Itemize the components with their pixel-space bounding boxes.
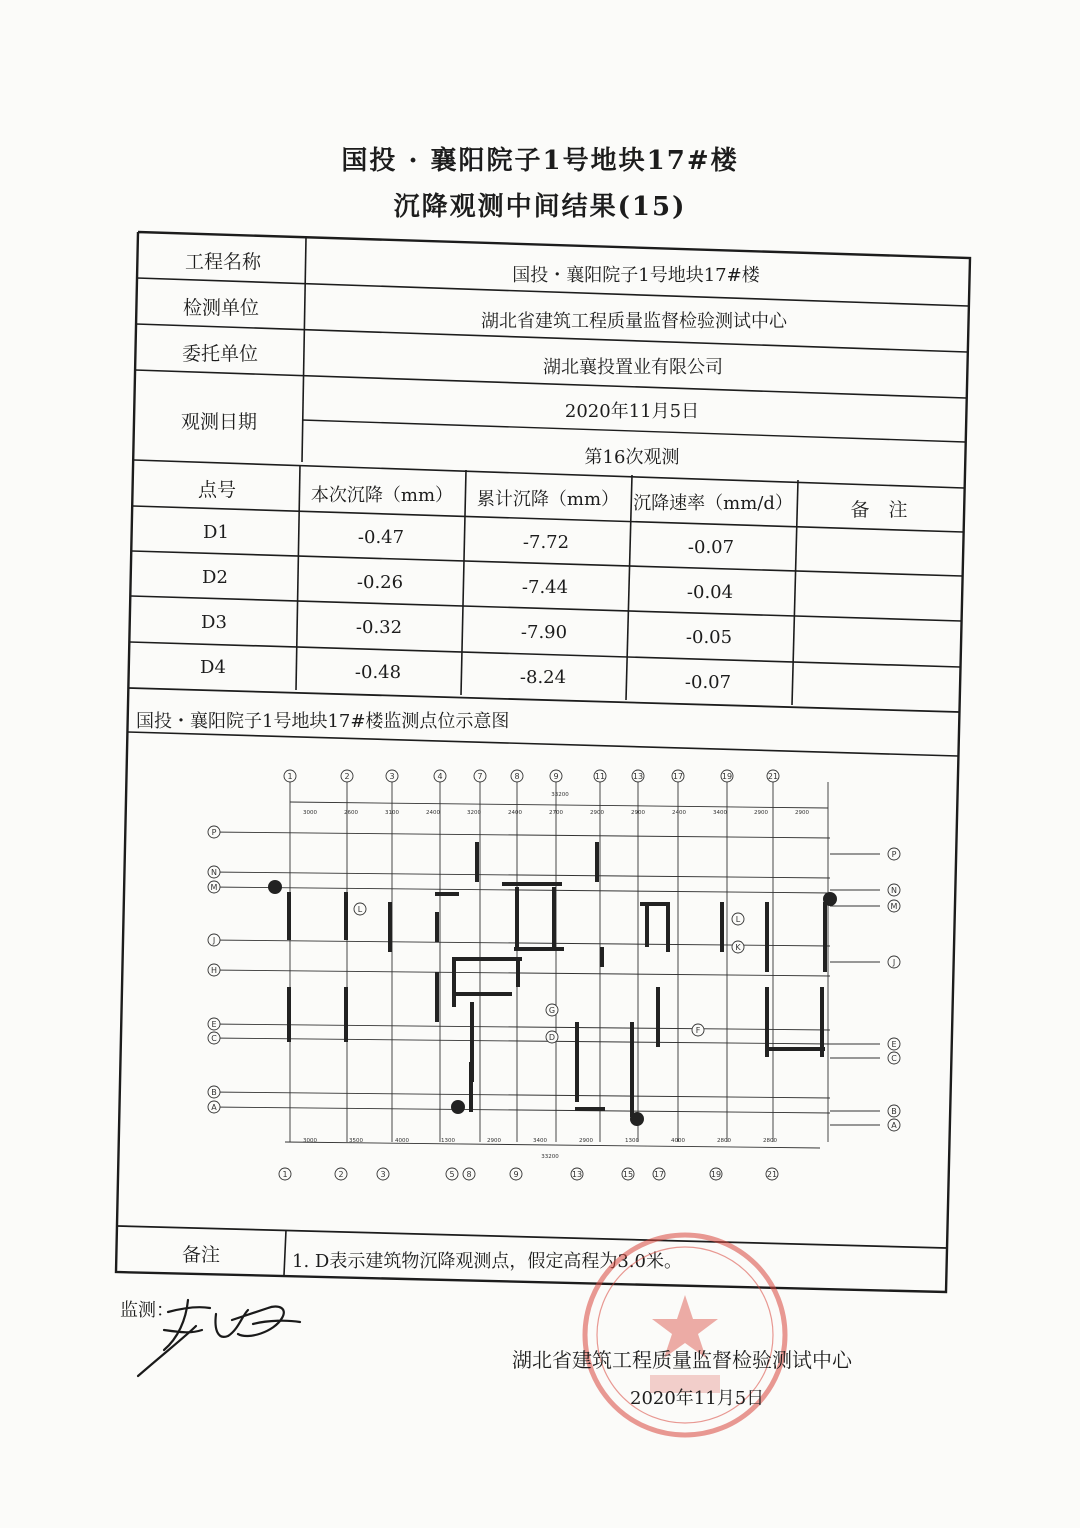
row-d2-point: D2 xyxy=(202,566,228,588)
axis-right-C: C xyxy=(891,1054,897,1063)
dim-top-total: 33200 xyxy=(551,792,569,798)
dim-bottom-0: 3000 xyxy=(303,1138,317,1144)
axis-left-H: H xyxy=(210,966,218,975)
row-d2-remark xyxy=(793,575,959,617)
axis-left-C: C xyxy=(211,1034,217,1043)
monitor-label: 监测： xyxy=(120,1300,174,1321)
wall-0 xyxy=(287,892,291,940)
wall-27 xyxy=(820,987,824,1057)
axis-top-3: 3 xyxy=(389,772,395,781)
observation-session: 第16次观测 xyxy=(584,447,680,468)
monitoring-point-4 xyxy=(630,1112,644,1126)
wall-7 xyxy=(515,887,519,947)
row-d3-point: D3 xyxy=(201,611,227,633)
observation-date-value: 2020年11月5日 xyxy=(564,401,700,422)
axis-bottom-21: 21 xyxy=(766,1170,778,1179)
dim-top-5: 2400 xyxy=(508,810,522,816)
axis-right-E: E xyxy=(891,1040,897,1049)
wall-9 xyxy=(595,842,599,882)
notes-label: 备注 xyxy=(181,1243,220,1266)
dim-top-11: 2900 xyxy=(754,810,768,816)
row-d1-cumulative: -7.72 xyxy=(522,531,570,553)
wall-31 xyxy=(514,947,564,951)
dim-top-0: 3000 xyxy=(303,810,317,816)
axis-right-M: M xyxy=(890,902,898,911)
monitoring-point-3 xyxy=(451,1100,465,1114)
monitoring-point-2 xyxy=(823,892,837,906)
dim-bottom-6: 2900 xyxy=(579,1138,593,1144)
axis-bottom-19: 19 xyxy=(710,1170,722,1179)
wall-1 xyxy=(344,892,348,940)
dim-bottom-2: 4000 xyxy=(395,1138,409,1144)
wall-32 xyxy=(600,947,604,967)
wall-28 xyxy=(765,1047,825,1051)
axis-left-N: N xyxy=(211,868,217,877)
dim-bottom-8: 4000 xyxy=(671,1138,685,1144)
dim-top-3: 2400 xyxy=(426,810,440,816)
axis-bottom-2: 2 xyxy=(338,1170,344,1179)
row-d2-cumulative: -7.44 xyxy=(521,576,569,598)
row-d3-current: -0.32 xyxy=(355,616,403,638)
dim-bottom-3: 1300 xyxy=(441,1138,455,1144)
wall-17 xyxy=(344,987,348,1042)
wall-24 xyxy=(630,1022,634,1112)
axis-top-9: 9 xyxy=(553,772,559,781)
monitoring-point-plan xyxy=(190,762,910,1194)
wall-13 xyxy=(720,902,724,952)
row-d4-point: D4 xyxy=(200,656,226,678)
dim-top-8: 2900 xyxy=(631,810,645,816)
row-d4-current: -0.48 xyxy=(354,661,402,683)
wall-12 xyxy=(666,902,670,952)
dim-bottom-total: 33200 xyxy=(541,1154,559,1160)
notes-text: 1. D表示建筑物沉降观测点，假定高程为3.0米。 xyxy=(292,1251,682,1272)
monitoring-point-1 xyxy=(268,880,282,894)
axis-bottom-17: 17 xyxy=(653,1170,665,1179)
issue-date: 2020年11月5日 xyxy=(630,1388,765,1409)
wall-10 xyxy=(645,902,649,947)
axis-right-P: P xyxy=(891,850,897,859)
header-remark: 备 注 xyxy=(850,498,908,521)
wall-22 xyxy=(469,1062,473,1112)
dim-bottom-7: 1300 xyxy=(625,1138,639,1144)
axis-top-7: 7 xyxy=(477,772,483,781)
axis-left-A: A xyxy=(211,1103,217,1112)
dim-top-6: 2700 xyxy=(549,810,563,816)
dim-top-9: 2400 xyxy=(672,810,686,816)
issuing-organization: 湖北省建筑工程质量监督检验测试中心 xyxy=(512,1348,852,1372)
axis-top-13: 13 xyxy=(632,772,644,781)
dim-bottom-1: 3500 xyxy=(349,1138,363,1144)
wall-19 xyxy=(452,957,456,1007)
header-point: 点号 xyxy=(197,478,236,501)
row-d3-cumulative: -7.90 xyxy=(520,621,568,643)
axis-bottom-9: 9 xyxy=(513,1170,519,1179)
axis-top-8: 8 xyxy=(514,772,520,781)
wall-18 xyxy=(452,957,522,961)
testing-unit-label: 检测单位 xyxy=(182,296,259,319)
wall-4 xyxy=(435,912,439,942)
wall-15 xyxy=(823,902,827,972)
row-d4-rate: -0.07 xyxy=(684,671,732,693)
marker-K-2: K xyxy=(735,943,741,952)
axis-left-P: P xyxy=(211,828,217,837)
row-d4-cumulative: -8.24 xyxy=(519,666,567,688)
wall-26 xyxy=(765,987,769,1057)
axis-bottom-1: 1 xyxy=(282,1170,288,1179)
axis-left-B: B xyxy=(211,1088,217,1097)
axis-bottom-13: 13 xyxy=(571,1170,583,1179)
axis-top-17: 17 xyxy=(672,772,684,781)
client-label: 委托单位 xyxy=(181,342,258,365)
axis-top-19: 19 xyxy=(721,772,733,781)
wall-20 xyxy=(516,957,520,987)
row-d3-remark xyxy=(792,620,958,662)
dim-bottom-10: 2800 xyxy=(763,1138,777,1144)
axis-top-11: 11 xyxy=(594,772,606,781)
axis-bottom-8: 8 xyxy=(466,1170,472,1179)
axis-bottom-3: 3 xyxy=(380,1170,386,1179)
axis-bottom-15: 15 xyxy=(622,1170,634,1179)
axis-top-21: 21 xyxy=(767,772,779,781)
handwritten-signature xyxy=(128,1290,308,1380)
floor-plan-drawing xyxy=(190,762,910,1194)
project-name-value: 国投・襄阳院子1号地块17#楼 xyxy=(512,265,760,286)
marker-L-0: L xyxy=(357,905,363,914)
row-d2-rate: -0.04 xyxy=(686,581,734,603)
wall-14 xyxy=(765,902,769,972)
dim-top-7: 2900 xyxy=(590,810,604,816)
marker-D-4: D xyxy=(548,1033,556,1042)
axis-top-1: 1 xyxy=(287,772,293,781)
axis-top-2: 2 xyxy=(344,772,350,781)
wall-5 xyxy=(475,842,479,882)
wall-25 xyxy=(656,987,660,1047)
dim-top-2: 3100 xyxy=(385,810,399,816)
wall-2 xyxy=(388,902,392,952)
dim-bottom-4: 2900 xyxy=(487,1138,501,1144)
wall-34 xyxy=(452,992,512,996)
testing-unit-value: 湖北省建筑工程质量监督检验测试中心 xyxy=(481,311,787,332)
dim-top-1: 2600 xyxy=(344,810,358,816)
row-d1-remark xyxy=(794,530,960,572)
observation-date-label: 观测日期 xyxy=(180,410,257,433)
document-subtitle: 沉降观测中间结果(15) xyxy=(393,192,687,222)
header-cumulative-settlement: 累计沉降（mm） xyxy=(476,489,620,510)
marker-G-3: G xyxy=(548,1006,556,1015)
official-seal xyxy=(575,1225,795,1445)
wall-23 xyxy=(575,1022,579,1102)
header-current-settlement: 本次沉降（mm） xyxy=(310,485,454,506)
dim-top-4: 3200 xyxy=(467,810,481,816)
header-settlement-rate: 沉降速率（mm/d） xyxy=(633,493,793,514)
wall-16 xyxy=(287,987,291,1042)
row-d1-rate: -0.07 xyxy=(687,536,735,558)
wall-6 xyxy=(502,882,562,886)
row-d1-current: -0.47 xyxy=(357,526,405,548)
wall-29 xyxy=(575,1107,605,1111)
wall-3 xyxy=(435,892,459,896)
axis-right-J: J xyxy=(892,958,896,967)
dim-bottom-5: 3400 xyxy=(533,1138,547,1144)
axis-right-B: B xyxy=(891,1107,897,1116)
diagram-caption: 国投・襄阳院子1号地块17#楼监测点位示意图 xyxy=(136,711,510,732)
axis-right-A: A xyxy=(891,1121,897,1130)
dim-top-10: 3400 xyxy=(713,810,727,816)
document-title: 国投 · 襄阳院子1号地块17#楼 xyxy=(341,146,739,176)
axis-right-N: N xyxy=(891,886,897,895)
marker-L-1: L xyxy=(735,915,741,924)
wall-11 xyxy=(640,902,670,906)
project-name-label: 工程名称 xyxy=(184,250,261,273)
axis-left-J: J xyxy=(212,936,216,945)
client-value: 湖北襄投置业有限公司 xyxy=(543,357,723,378)
axis-left-E: E xyxy=(211,1020,217,1029)
dim-top-12: 2900 xyxy=(795,810,809,816)
axis-left-M: M xyxy=(210,883,218,892)
axis-top-4: 4 xyxy=(437,772,443,781)
row-d1-point: D1 xyxy=(203,521,229,543)
dim-bottom-9: 2800 xyxy=(717,1138,731,1144)
row-d2-current: -0.26 xyxy=(356,571,404,593)
marker-F-5: F xyxy=(695,1026,701,1035)
wall-8 xyxy=(552,887,556,947)
row-d3-rate: -0.05 xyxy=(685,626,733,648)
wall-33 xyxy=(435,972,439,1022)
row-d4-remark xyxy=(791,665,957,707)
axis-bottom-5: 5 xyxy=(449,1170,455,1179)
